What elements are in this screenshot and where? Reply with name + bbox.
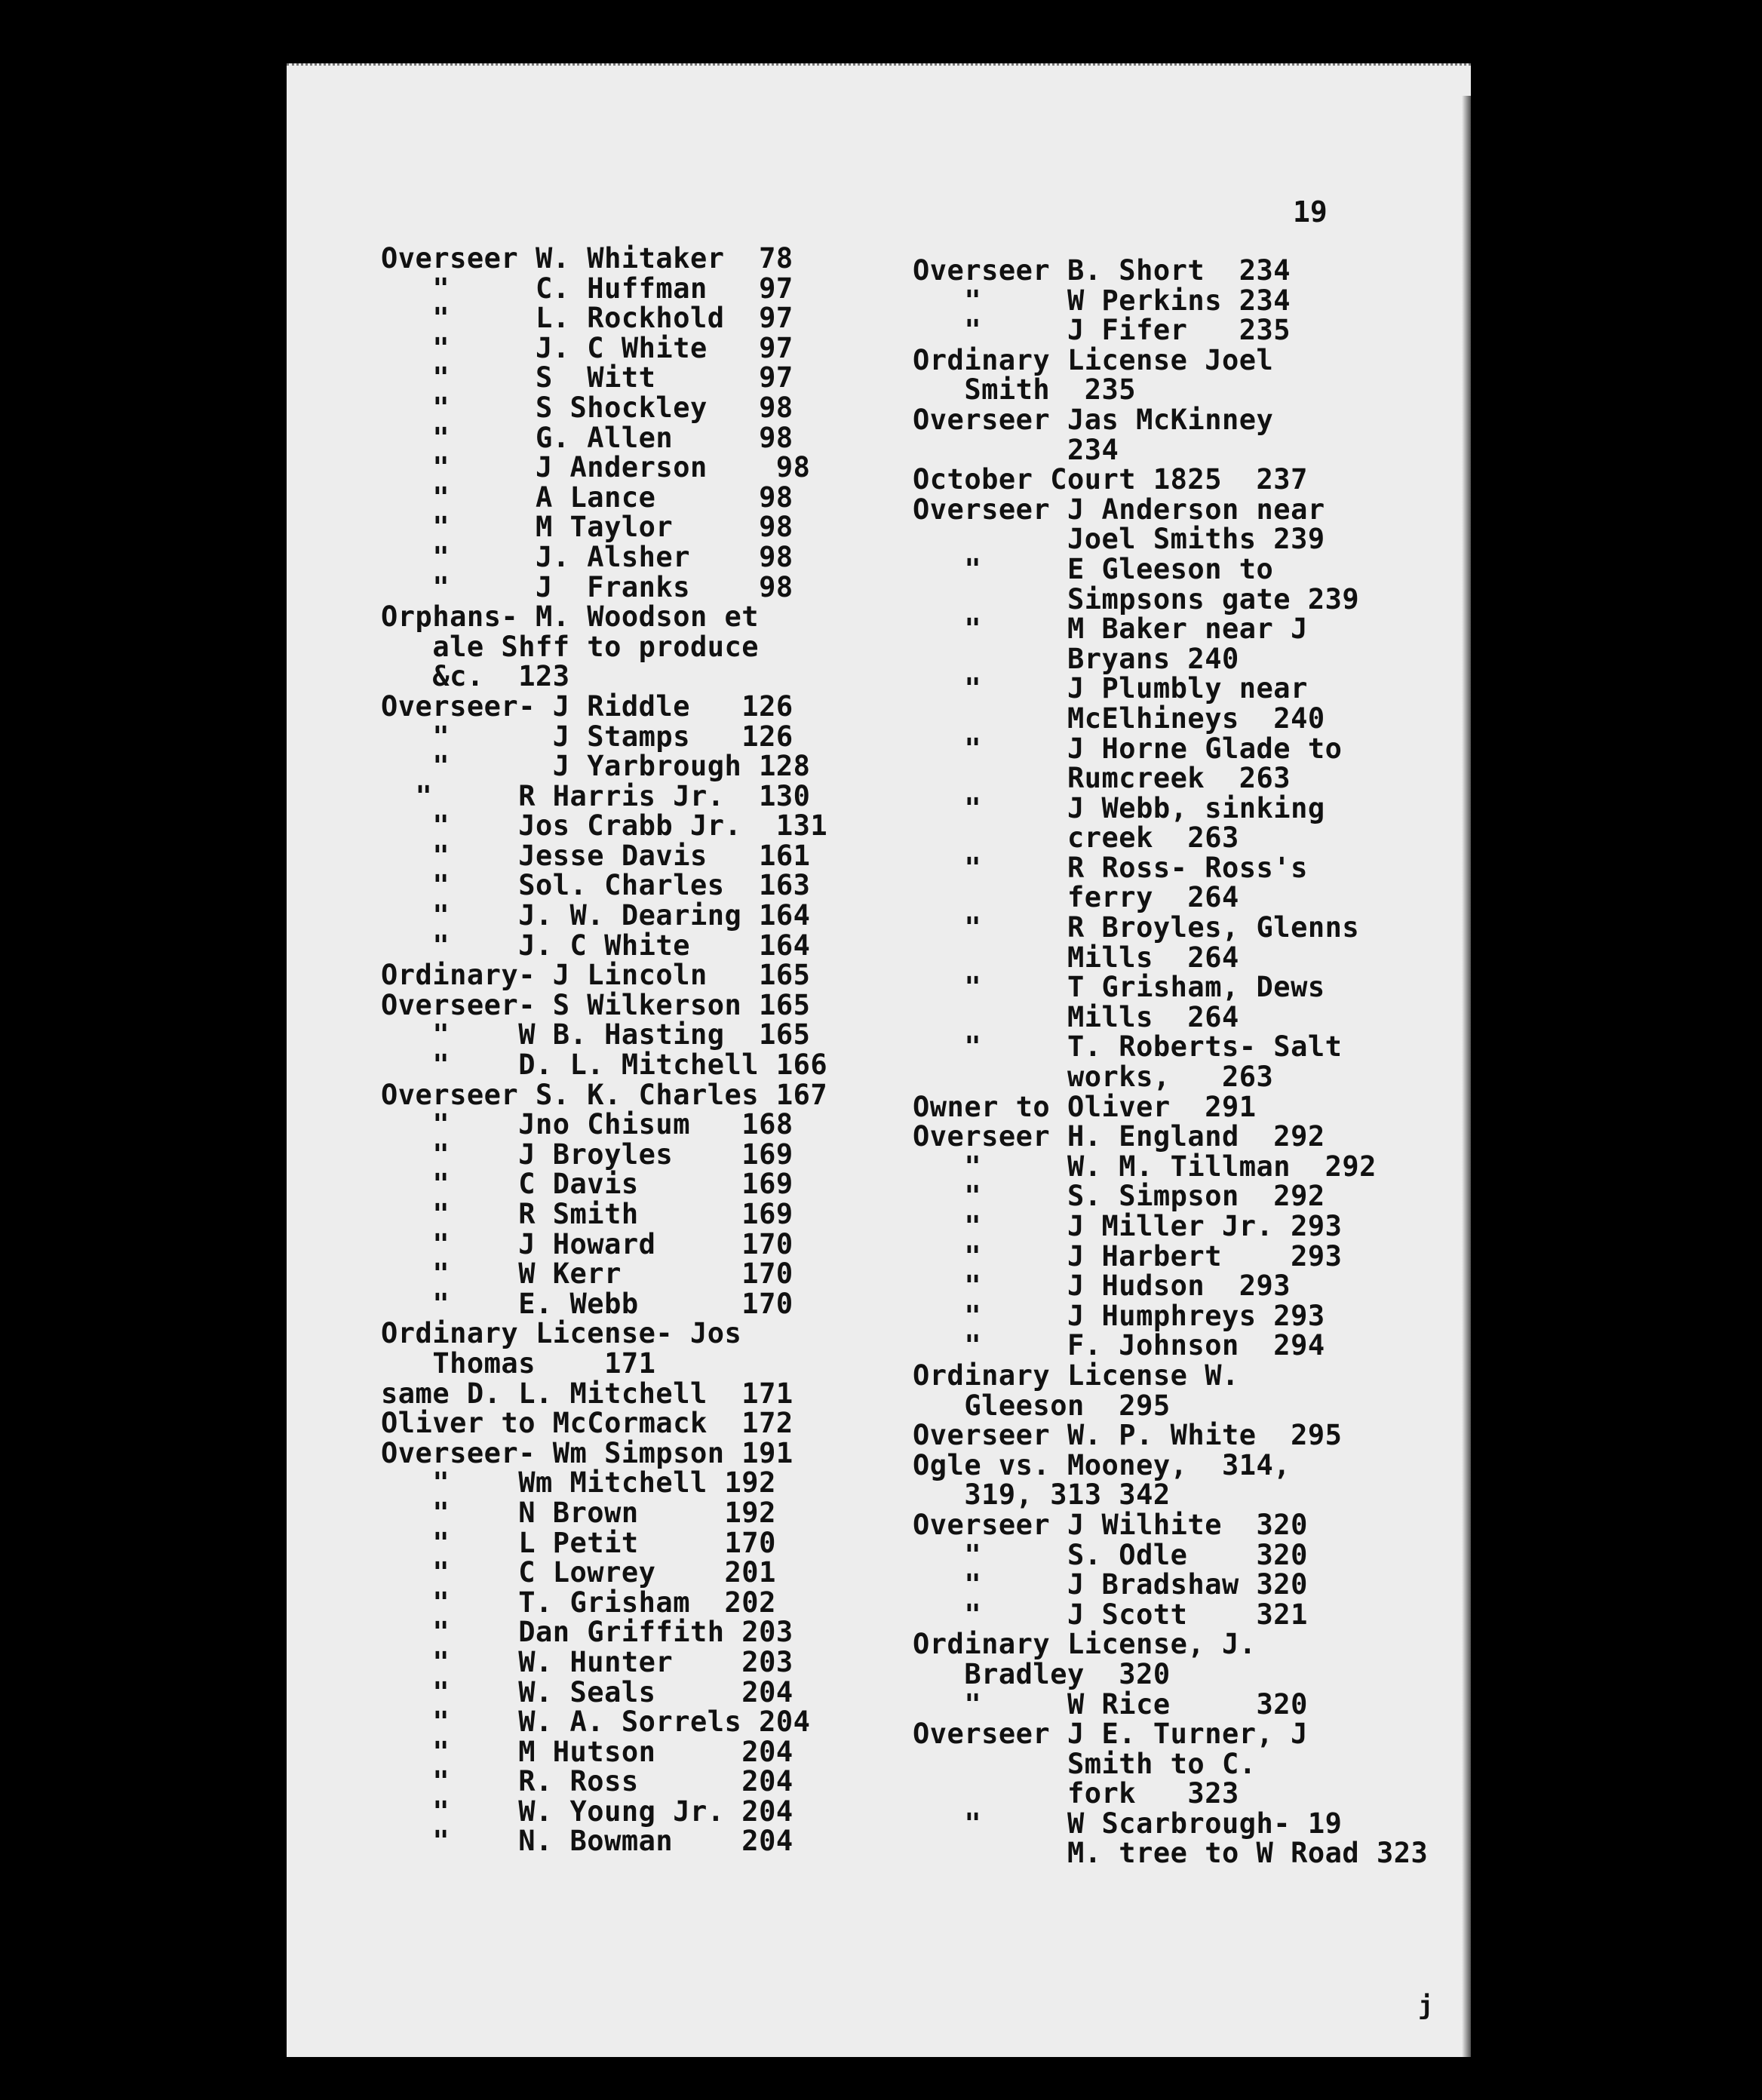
index-entry: 319, 313 342 xyxy=(913,1478,1171,1512)
index-entry: Bryans 240 xyxy=(913,642,1239,675)
index-entry: Ordinary License, J. xyxy=(913,1628,1257,1661)
index-entry: Overseer H. England 292 xyxy=(913,1120,1325,1153)
index-entry: " S Shockley 98 xyxy=(381,391,794,424)
index-entry: Overseer B. Short 234 xyxy=(913,254,1291,287)
index-entry: " W. Seals 204 xyxy=(381,1675,794,1709)
index-entry: " Dan Griffith 203 xyxy=(381,1616,794,1649)
index-entry: " Jos Crabb Jr. 131 xyxy=(381,809,828,843)
index-entry: " J Franks 98 xyxy=(381,570,794,603)
index-entry: works, 263 xyxy=(913,1061,1274,1094)
index-entry: Ogle vs. Mooney, 314, xyxy=(913,1448,1291,1481)
index-entry: " J Miller Jr. 293 xyxy=(913,1210,1343,1242)
index-entry: " J Horne Glade to xyxy=(913,732,1343,765)
index-entry: Smith to C. xyxy=(913,1747,1257,1780)
index-entry: " J. W. Dearing 164 xyxy=(381,899,811,932)
index-entry: Ordinary License W. xyxy=(913,1359,1239,1392)
index-entry: Thomas 171 xyxy=(381,1346,656,1380)
index-entry: Overseer W. Whitaker 78 xyxy=(381,242,794,275)
index-entry: " J Humphreys 293 xyxy=(913,1299,1325,1332)
index-entry: " R Smith 169 xyxy=(381,1198,794,1230)
index-entry: " W Rice 320 xyxy=(913,1687,1308,1721)
index-entry: " R. Ross 204 xyxy=(381,1765,794,1798)
index-entry: " J Stamps 126 xyxy=(381,720,794,753)
index-entry: " S. Odle 320 xyxy=(913,1538,1308,1571)
index-entry: " M Baker near J xyxy=(913,612,1308,646)
index-entry: " J Harbert 293 xyxy=(913,1239,1343,1273)
index-entry: " F. Johnson 294 xyxy=(913,1329,1325,1362)
index-entry: " J Yarbrough 128 xyxy=(381,750,811,783)
index-entry: " J. C White 97 xyxy=(381,331,794,364)
index-entry: Overseer Jas McKinney xyxy=(913,403,1274,436)
index-entry: " W. Hunter 203 xyxy=(381,1645,794,1678)
index-entry: " J Scott 321 xyxy=(913,1598,1308,1631)
index-entry: " J Hudson 293 xyxy=(913,1270,1291,1303)
index-entry: Mills 264 xyxy=(913,941,1239,974)
index-entry: " D. L. Mitchell 166 xyxy=(381,1048,828,1082)
index-entry: &c. 123 xyxy=(381,660,570,693)
ledger-page xyxy=(287,63,1471,2057)
index-entry: " A Lance 98 xyxy=(381,480,794,514)
index-entry: " C Davis 169 xyxy=(381,1168,794,1201)
index-entry: Joel Smiths 239 xyxy=(913,523,1325,556)
index-column-left xyxy=(381,244,827,1856)
index-entry: " C. Huffman 97 xyxy=(381,272,794,305)
index-entry: " J Plumbly near xyxy=(913,672,1308,705)
index-entry: " J Broyles 169 xyxy=(381,1138,794,1171)
index-entry: Oliver to McCormack 172 xyxy=(381,1407,794,1440)
index-entry: " R Harris Jr. 130 xyxy=(381,779,811,812)
index-entry: ferry 264 xyxy=(913,881,1239,914)
index-entry: " J Webb, sinking xyxy=(913,791,1325,824)
index-entry: " W Kerr 170 xyxy=(381,1257,794,1291)
index-entry: " N Brown 192 xyxy=(381,1496,776,1529)
index-entry: " L. Rockhold 97 xyxy=(381,302,794,335)
index-entry: Smith 235 xyxy=(913,373,1137,407)
index-entry: Rumcreek 263 xyxy=(913,762,1291,795)
index-entry: " E Gleeson to xyxy=(913,552,1274,585)
index-entry: " M Hutson 204 xyxy=(381,1735,794,1768)
index-entry: " J Anderson 98 xyxy=(381,451,811,484)
index-entry: creek 263 xyxy=(913,821,1239,855)
index-entry: " T Grisham, Dews xyxy=(913,971,1325,1004)
index-entry: Overseer S. K. Charles 167 xyxy=(381,1078,828,1111)
page-edge-shadow xyxy=(1462,96,1471,2057)
index-entry: Ordinary License Joel xyxy=(913,343,1274,376)
page-number: 19 xyxy=(1293,195,1328,229)
index-entry: Owner to Oliver 291 xyxy=(913,1090,1257,1123)
index-entry: October Court 1825 237 xyxy=(913,463,1308,496)
index-entry: " J Fifer 235 xyxy=(913,314,1291,347)
index-entry: " R Ross- Ross's xyxy=(913,851,1308,884)
index-entry: Overseer- J Riddle 126 xyxy=(381,689,794,723)
index-entry: " M Taylor 98 xyxy=(381,511,794,544)
index-entry: " W B. Hasting 165 xyxy=(381,1018,811,1052)
index-entry: Gleeson 295 xyxy=(913,1389,1171,1422)
index-entry: Overseer- S Wilkerson 165 xyxy=(381,988,811,1021)
corner-mark: j xyxy=(1418,1991,1434,2021)
index-entry: " N. Bowman 204 xyxy=(381,1825,794,1858)
index-entry: Overseer J E. Turner, J xyxy=(913,1718,1308,1751)
index-entry: Overseer J Wilhite 320 xyxy=(913,1508,1308,1541)
index-entry: " Sol. Charles 163 xyxy=(381,869,811,902)
index-entry: " T. Roberts- Salt xyxy=(913,1030,1343,1064)
index-entry: " J Howard 170 xyxy=(381,1227,794,1260)
index-entry: " L Petit 170 xyxy=(381,1526,776,1559)
index-entry: " J Bradshaw 320 xyxy=(913,1568,1308,1601)
index-entry: " Jesse Davis 161 xyxy=(381,839,811,872)
index-entry: Mills 264 xyxy=(913,1000,1239,1033)
index-entry: same D. L. Mitchell 171 xyxy=(381,1377,794,1410)
index-entry: Overseer W. P. White 295 xyxy=(913,1419,1343,1452)
index-entry: Simpsons gate 239 xyxy=(913,582,1360,616)
index-entry: 234 xyxy=(913,433,1119,466)
index-column-right xyxy=(913,256,1428,1868)
index-entry: " T. Grisham 202 xyxy=(381,1586,776,1619)
index-entry: " S. Simpson 292 xyxy=(913,1180,1325,1213)
index-entry: " R Broyles, Glenns xyxy=(913,911,1360,944)
index-entry: " W. M. Tillman 292 xyxy=(913,1150,1377,1183)
index-entry: Ordinary- J Lincoln 165 xyxy=(381,959,811,992)
index-entry: Overseer J Anderson near xyxy=(913,493,1325,526)
index-entry: Bradley 320 xyxy=(913,1657,1171,1690)
index-entry: " G. Allen 98 xyxy=(381,421,794,454)
index-entry: " W. A. Sorrels 204 xyxy=(381,1705,811,1739)
index-entry: Overseer- Wm Simpson 191 xyxy=(381,1436,794,1469)
index-entry: McElhineys 240 xyxy=(913,702,1325,735)
index-entry: " Wm Mitchell 192 xyxy=(381,1466,776,1500)
index-entry: M. tree to W Road 323 xyxy=(913,1837,1429,1870)
index-entry: " J. C White 164 xyxy=(381,929,811,962)
index-entry: " C Lowrey 201 xyxy=(381,1556,776,1589)
index-entry: Ordinary License- Jos xyxy=(381,1317,742,1350)
index-entry: " S Witt 97 xyxy=(381,361,794,395)
index-entry: ale Shff to produce xyxy=(381,630,760,663)
index-entry: " Jno Chisum 168 xyxy=(381,1108,794,1141)
index-entry: " W. Young Jr. 204 xyxy=(381,1795,794,1828)
index-entry: " E. Webb 170 xyxy=(381,1287,794,1320)
index-entry: fork 323 xyxy=(913,1777,1239,1810)
index-entry: " J. Alsher 98 xyxy=(381,540,794,573)
index-entry: Orphans- M. Woodson et xyxy=(381,600,760,634)
index-entry: " W Perkins 234 xyxy=(913,284,1291,317)
index-entry: " W Scarbrough- 19 xyxy=(913,1807,1343,1840)
